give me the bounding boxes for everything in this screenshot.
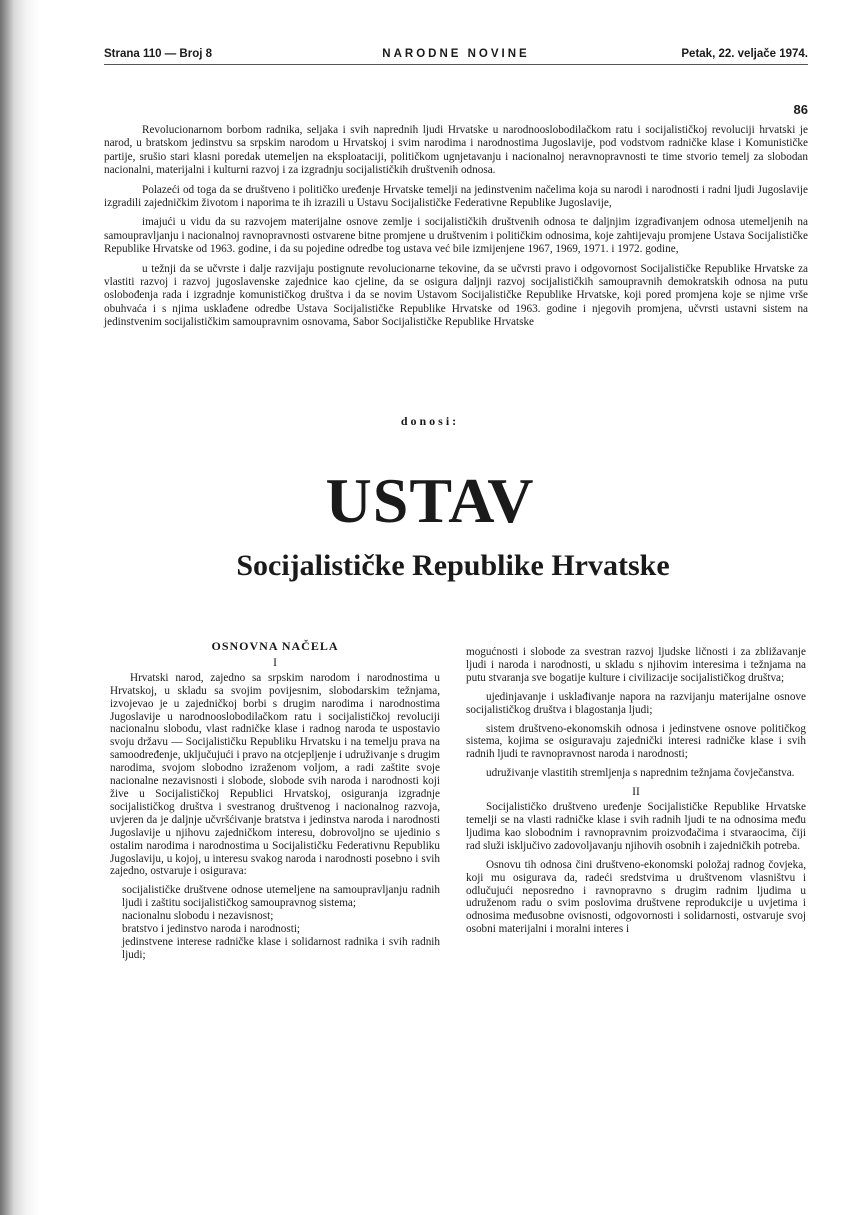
article-paragraph: Hrvatski narod, zajedno sa srpskim narodom i narodnostima u Hrvatskoj, u skladu sa svojim povijesnim, slobodarskim težnjama, izvojevao je u zajedničkoj borbi s drugim narodima i narodnostima Jugoslavije u narodnooslobodilačkom ratu i socijalističkoj revoluciji nacionalnu slobodu, vlast radničke klase i radnog naroda te uspostavio svoju državu — Socijalističku Republiku Hrvatsku i na temelju prava na samoodređenje, uključujući i pravo na otcjepljenje i udruživanje s drugim narodima, svojom slobodno izraženom voljom, a radi zaštite svoje nacionalne nezavisnosti i slobode, slobode svih naroda i narodnosti koji žive u Socijalističkoj Republici Hrvatskoj, osiguranja izgradnje socijalističkog društva i svestranog društvenog i nacionalnog razvoja, uvjeren da je daljnje učvršćivanje bratstva i jedinstva naroda i narodnosti Jugoslavije u njihovu zajedničkom interesu, dobrovoljno se ujedinio s ostalim narodima i narodnostima u Socijalističku Federativnu Republiku Jugoslaviju, u kojoj, u interesu svakog naroda i narodnosti posebno i svih zajedno, ostvaruje i osigurava: bbox=[110, 671, 440, 878]
preamble-paragraph: u težnji da se učvrste i dalje razvijaju postignute revolucionarne tekovine, da se učvrsti pravo i odgovornost Socijalističke Republike Hrvatske za vlastiti razvoj i razvoj jugoslavenske zajednice kao cjeline, da se osigura daljnji razvoj socijalističkih samoupravnih demokratskih odnosa na putu oslobođenja rada i izgradnje komunističkog društva i da se novim Ustavom Socijalističke Republike Hrvatske, koji pored promjena koje se njime vrše obuhvaća i s njima usklađene odredbe Ustava Socijalističke Republike Hrvatske od 1963. godine i njegovih promjena, učvrsti ustavni sistem na jedinstvenim socijalističkim samoupravnim osnovama, Sabor Socijalističke Republike Hrvatske bbox=[104, 262, 808, 329]
header-date: Petak, 22. veljače 1974. bbox=[681, 48, 808, 60]
list-item: bratstvo i jedinstvo naroda i narodnosti; bbox=[122, 923, 301, 936]
article-paragraph: Osnovu tih odnosa čini društveno-ekonomski položaj radnog čovjeka, koji mu osigurava da, radeći sredstvima u društvenom vlasništvu i odlučujući neposredno i ravnopravno s drugim radnim ljudima u udruženom radu o svim poslovima društvene reprodukcije u uvjetima i odnosima međusobne ovisnosti, odgovornosti i solidarnosti, ostvaruje svoj osobni materijalni i moralni interes i bbox=[466, 858, 806, 936]
left-column bbox=[110, 640, 440, 962]
list-item: mogućnosti i slobode za svestran razvoj ljudske ličnosti i za zbližavanje ljudi i naroda i narodnosti, u skladu s njihovim interesima i težnjama na putu stvaranja sve bogatije kulture i civilizacije socijalističkog društva; bbox=[466, 646, 806, 684]
right-column bbox=[466, 646, 806, 942]
list-item: socijalističke društvene odnose utemeljene na samoupravljanju radnih ljudi i zaštitu socijalističkog samoupravnog sistema; bbox=[122, 884, 440, 910]
article-numeral: I bbox=[273, 656, 277, 669]
preamble-paragraph: imajući u vidu da su razvojem materijalne osnove zemlje i socijalističkih društvenih odnosa te daljnjim izgrađivanjem odnosa utemeljenih na samoupravljanju i nacionalnoj ravnopravnosti ostvarene bitne promjene u društvenim i političkim odnosima, koje zahtijevaju promjene Ustava Socijalističke Republike Hrvatske od 1963. godine, i da su pojedine odredbe tog ustava već bile izmijenjene 1967, 1969, 1971. i 1972. godine, bbox=[104, 216, 808, 256]
list-item: udruživanje vlastitih stremljenja s naprednim težnjama čovječanstva. bbox=[486, 767, 795, 780]
article-paragraph: Socijalističko društveno uređenje Socijalističke Republike Hrvatske temelji se na vlasti radničke klase i svih radnih ljudi te na odnosima među ljudima kao slobodnim i ravnopravnim proizvođačima i stvaraocima, čiji rad služi isključivo zadovoljavanju njihovih osobnih i zajedničkih potreba. bbox=[466, 801, 806, 852]
header-issue: Strana 110 — Broj 8 bbox=[104, 48, 213, 60]
enactment-phrase: donosi: bbox=[400, 414, 460, 428]
section-heading: OSNOVNA NAČELA bbox=[211, 639, 339, 653]
document-subtitle: Socijalističke Republike Hrvatske bbox=[236, 549, 670, 582]
document-title: USTAV bbox=[325, 465, 535, 536]
preamble-paragraph: Revolucionarnom borbom radnika, seljaka i svih naprednih ljudi Hrvatske u narodnooslobodilačkom ratu i socijalističkoj revoluciji hrvatski je narod, u bratskom jedinstvu sa srpskim narodom u Hrvatskoj i svim narodima i narodnostima Jugoslavije, pod vodstvom radničke klase i Komunističke partije, srušio stari klasni poredak utemeljen na eksploataciji, političkom ugnjetavanju i nacionalnoj neravnopravnosti te time stvorio temelj za slobodan nacionalni, materijalni i kulturni razvoj i za izgradnju socijalističkih društvenih odnosa. bbox=[104, 124, 808, 177]
list-item: jedinstvene interese radničke klase i solidarnost radnika i svih radnih ljudi; bbox=[122, 935, 440, 961]
article-numeral: II bbox=[632, 786, 640, 799]
scan-binding-shadow bbox=[0, 0, 40, 1215]
list-item: nacionalnu slobodu i nezavisnost; bbox=[122, 910, 274, 923]
preamble-paragraph: Polazeći od toga da se društveno i političko uređenje Hrvatske temelji na jedinstvenim načelima koja su narodi i narodnosti i radni ljudi Jugoslavije izgradili zajedničkim životom i naporima te ih izrazili u Ustavu Socijalističke Federativne Republike Jugoslavije, bbox=[104, 183, 808, 210]
page-number: 86 bbox=[793, 102, 808, 117]
list-item: ujedinjavanje i usklađivanje napora na razvijanju materijalne osnove socijalističkog društva i blagostanja ljudi; bbox=[466, 690, 806, 716]
preamble bbox=[104, 124, 808, 336]
list-item: sistem društveno-ekonomskih odnosa i jedinstvene osnove političkog sistema, kojima se osiguravaju zajednički interesi radničke klase i svih radnih ljudi te ravnopravnost naroda i narodnosti; bbox=[466, 722, 806, 761]
header-publication: NARODNE NOVINE bbox=[382, 48, 530, 60]
header-rule bbox=[104, 64, 808, 65]
